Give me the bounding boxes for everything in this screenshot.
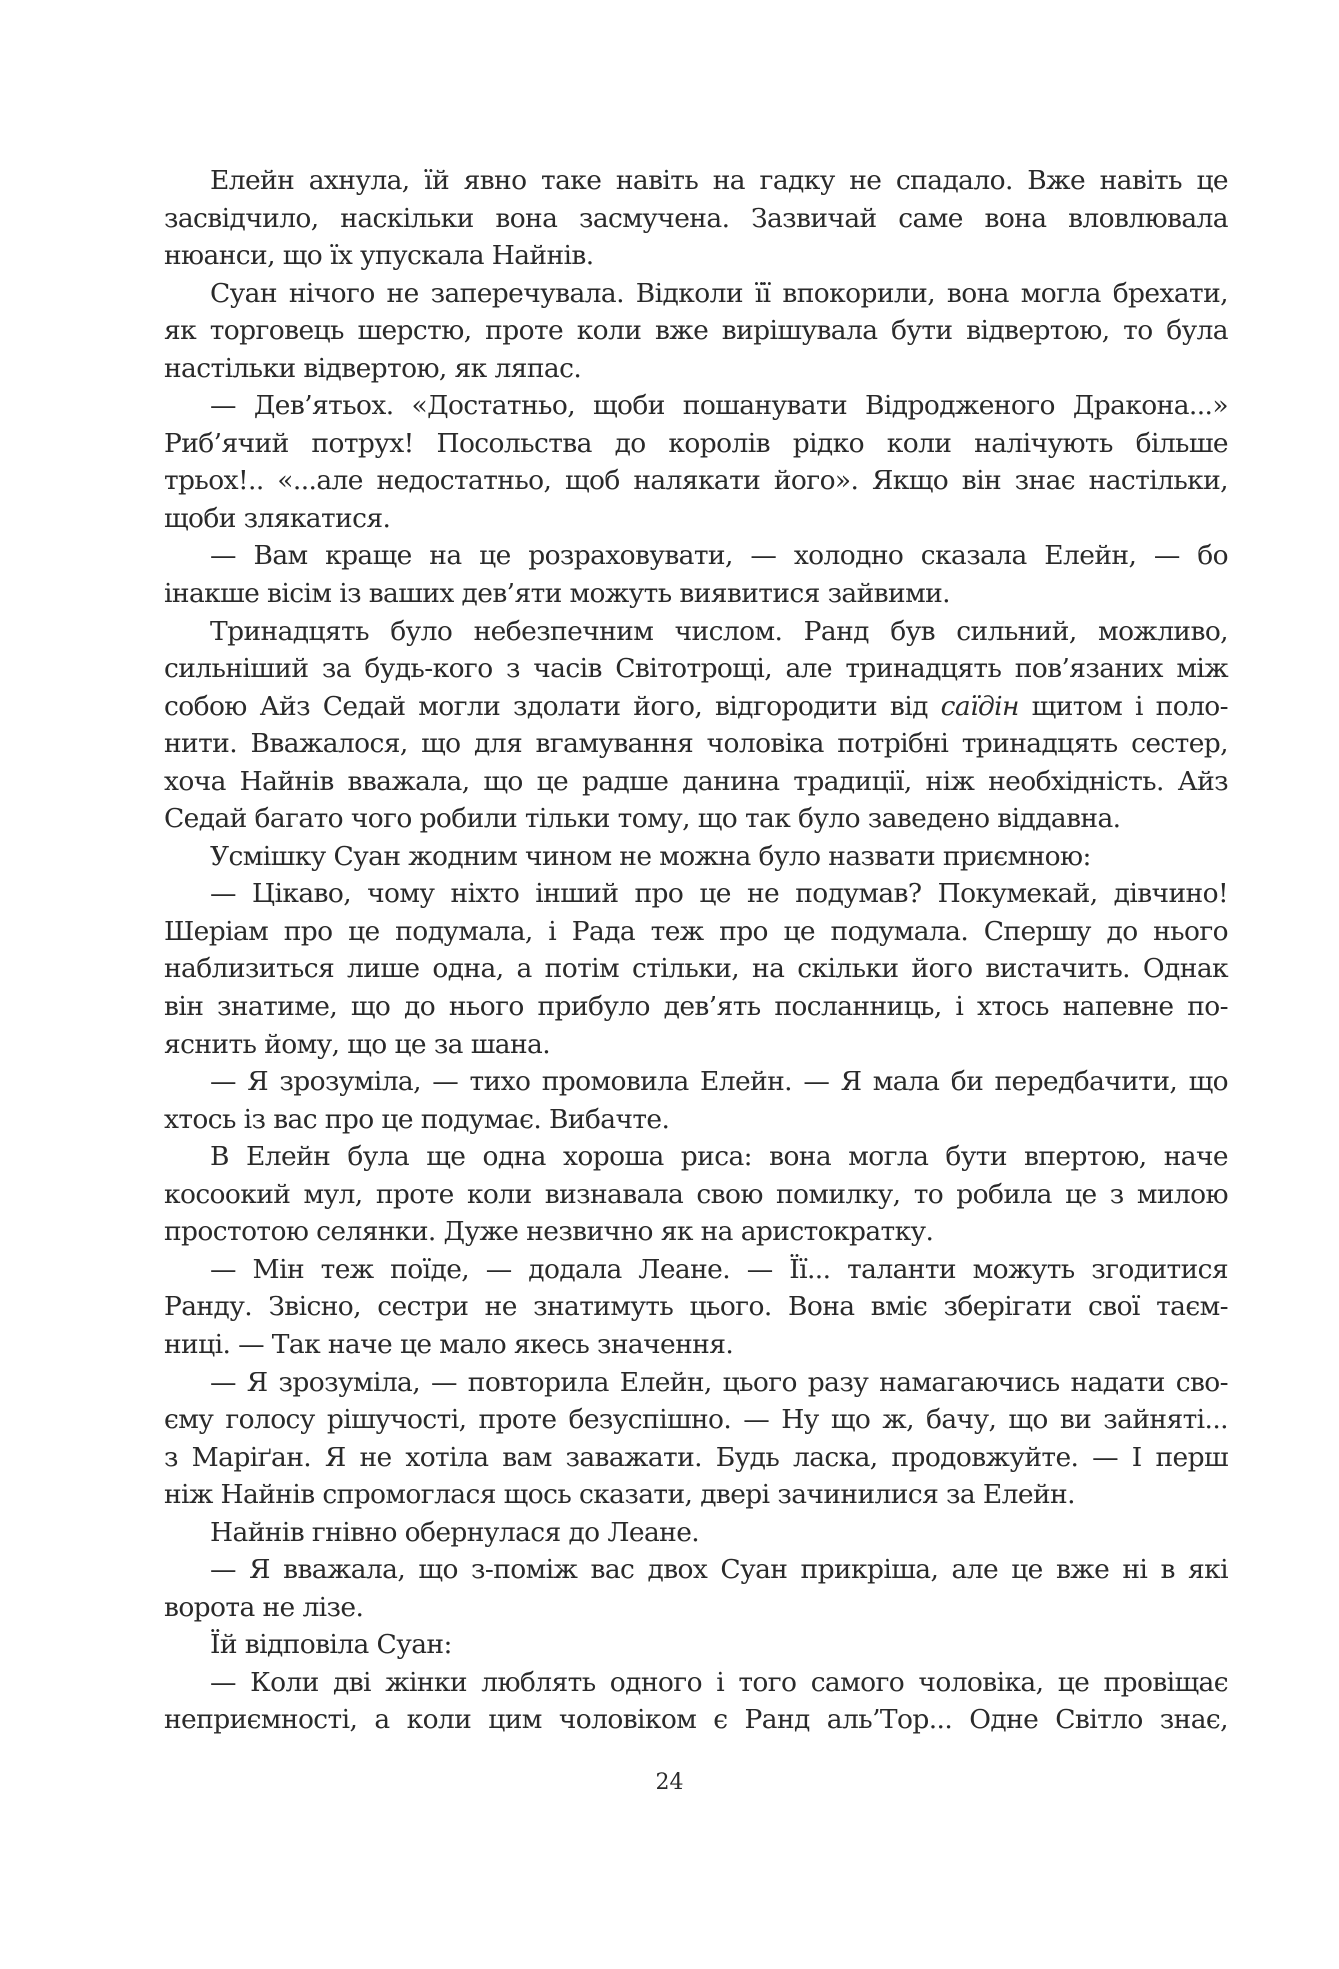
text-line: Елейн ахнула, їй явно таке навіть на гадку не спадало. Вже навіть це (210, 165, 1228, 196)
paragraph (164, 613, 1228, 838)
text-line: Ранду. Звісно, сестри не знатимуть цього. Вона вміє зберігати свої таєм- (164, 1291, 1228, 1323)
text-line: Шеріам про це подумала, і Рада теж про це подумала. Спершу до нього (164, 915, 1228, 947)
paragraph (164, 537, 1228, 612)
paragraph (164, 1063, 1228, 1138)
text-line: Усмішку Суан жодним чином не можна було назвати приємною: (210, 840, 1091, 872)
text-line: Суан нічого не заперечувала. Відколи її впокорили, вона могла брехати, (210, 277, 1228, 309)
page-number: 24 (655, 1770, 684, 1795)
text-line: косоокий мул, проте коли визнавала свою помилку, то робила це з милою (164, 1178, 1228, 1210)
paragraph (164, 1664, 1228, 1739)
body-text (164, 162, 1228, 1739)
text-line: — Я зрозуміла, — тихо промовила Елейн. — Я мала би передбачити, що (210, 1066, 1228, 1098)
text-line: — Вам краще на це розраховувати, — холодно сказала Елейн, — бо (210, 540, 1228, 572)
text-line: — Я вважала, що з-поміж вас двох Суан прикріша, але це вже ні в які (210, 1554, 1228, 1586)
text-line: настільки відвертою, як ляпас. (164, 352, 582, 384)
text-line: єму голосу рішучості, проте безуспішно. — Ну що ж, бачу, що ви зайняті... (164, 1404, 1228, 1436)
text-line: з Маріґан. Я не хотіла вам заважати. Будь ласка, продовжуйте. — І перш (164, 1441, 1228, 1473)
text-line: ниці. — Так наче це мало якесь значення. (164, 1328, 734, 1360)
paragraph (164, 838, 1228, 876)
paragraph (164, 275, 1228, 388)
text-line: простотою селянки. Дуже незвично як на аристократку. (164, 1216, 934, 1248)
text-line: Найнів гнівно обернулася до Леане. (210, 1516, 700, 1548)
text-line: ворота не лізе. (164, 1591, 364, 1623)
italic-term: саїдін (940, 690, 1019, 722)
text-line: хтось із вас про це подумає. Вибачте. (164, 1103, 670, 1135)
paragraph (164, 1251, 1228, 1364)
text-line: — Дев’ятьох. «Достатньо, щоби пошанувати Відродженого Дракона...» (210, 390, 1228, 422)
text-line: засвідчило, наскільки вона засмучена. Зазвичай саме вона вловлювала (164, 202, 1228, 234)
text-line: ніж Найнів спромоглася щось сказати, двері зачинилися за Елейн. (164, 1479, 1075, 1511)
text-line: — Коли дві жінки люблять одного і того самого чоловіка, це провіщає (210, 1666, 1228, 1698)
text-line: Седай багато чого робили тільки тому, що так було заведено віддавна. (164, 803, 1121, 835)
text-line: — Я зрозуміла, — повторила Елейн, цього разу намагаючись надати сво- (210, 1366, 1228, 1398)
text-line: яснить йому, що це за шана. (164, 1028, 551, 1060)
text-line: щоби злякатися. (164, 502, 391, 534)
text-line: нити. Вважалося, що для вгамування чоловіка потрібні тринадцять сестер, (164, 728, 1228, 760)
paragraph (164, 1138, 1228, 1251)
paragraph (164, 1626, 1228, 1664)
text-line: Їй відповіла Суан: (210, 1629, 452, 1661)
text-line: сильніший за будь-кого з часів Світотрощі, але тринадцять пов’язаних між (164, 653, 1228, 685)
text-line: — Цікаво, чому ніхто інший про це не подумав? Покумекай, дівчино! (210, 878, 1228, 910)
text-line: він знатиме, що до нього прибуло дев’ять посланниць, і хтось напевне по- (164, 991, 1228, 1023)
paragraph (164, 1551, 1228, 1626)
text-line: нюанси, що їх упускала Найнів. (164, 240, 594, 272)
paragraph (164, 387, 1228, 537)
text-line: хоча Найнів вважала, що це радше данина традиції, ніж необхідність. Айз (164, 765, 1228, 797)
text-line: неприємності, а коли цим чоловіком є Ранд аль’Тор... Одне Світло знає, (164, 1704, 1228, 1736)
text-line: Тринадцять було небезпечним числом. Ранд був сильний, можливо, (210, 615, 1228, 647)
paragraph (164, 1364, 1228, 1514)
text-line: собою Айз Седай могли здолати його, відгородити від саїдін щитом і поло- (164, 690, 1229, 722)
text-line: трьох!.. «...але недостатньо, щоб налякати його». Якщо він знає настільки, (164, 465, 1228, 497)
paragraph (164, 875, 1228, 1063)
paragraph (164, 162, 1228, 275)
text-line: як торговець шерстю, проте коли вже вирішувала бути відвертою, то була (164, 315, 1228, 347)
text-line: наблизиться лише одна, а потім стільки, на скільки його вистачить. Однак (164, 953, 1228, 985)
paragraph (164, 1514, 1228, 1552)
text-line: — Мін теж поїде, — додала Леане. — Її... таланти можуть згодитися (210, 1253, 1228, 1285)
text-line: інакше вісім із ваших дев’яти можуть виявитися зайвими. (164, 578, 950, 610)
text-line: Риб’ячий потрух! Посольства до королів рідко коли налічують більше (164, 427, 1228, 459)
text-line: В Елейн була ще одна хороша риса: вона могла бути впертою, наче (210, 1141, 1228, 1173)
